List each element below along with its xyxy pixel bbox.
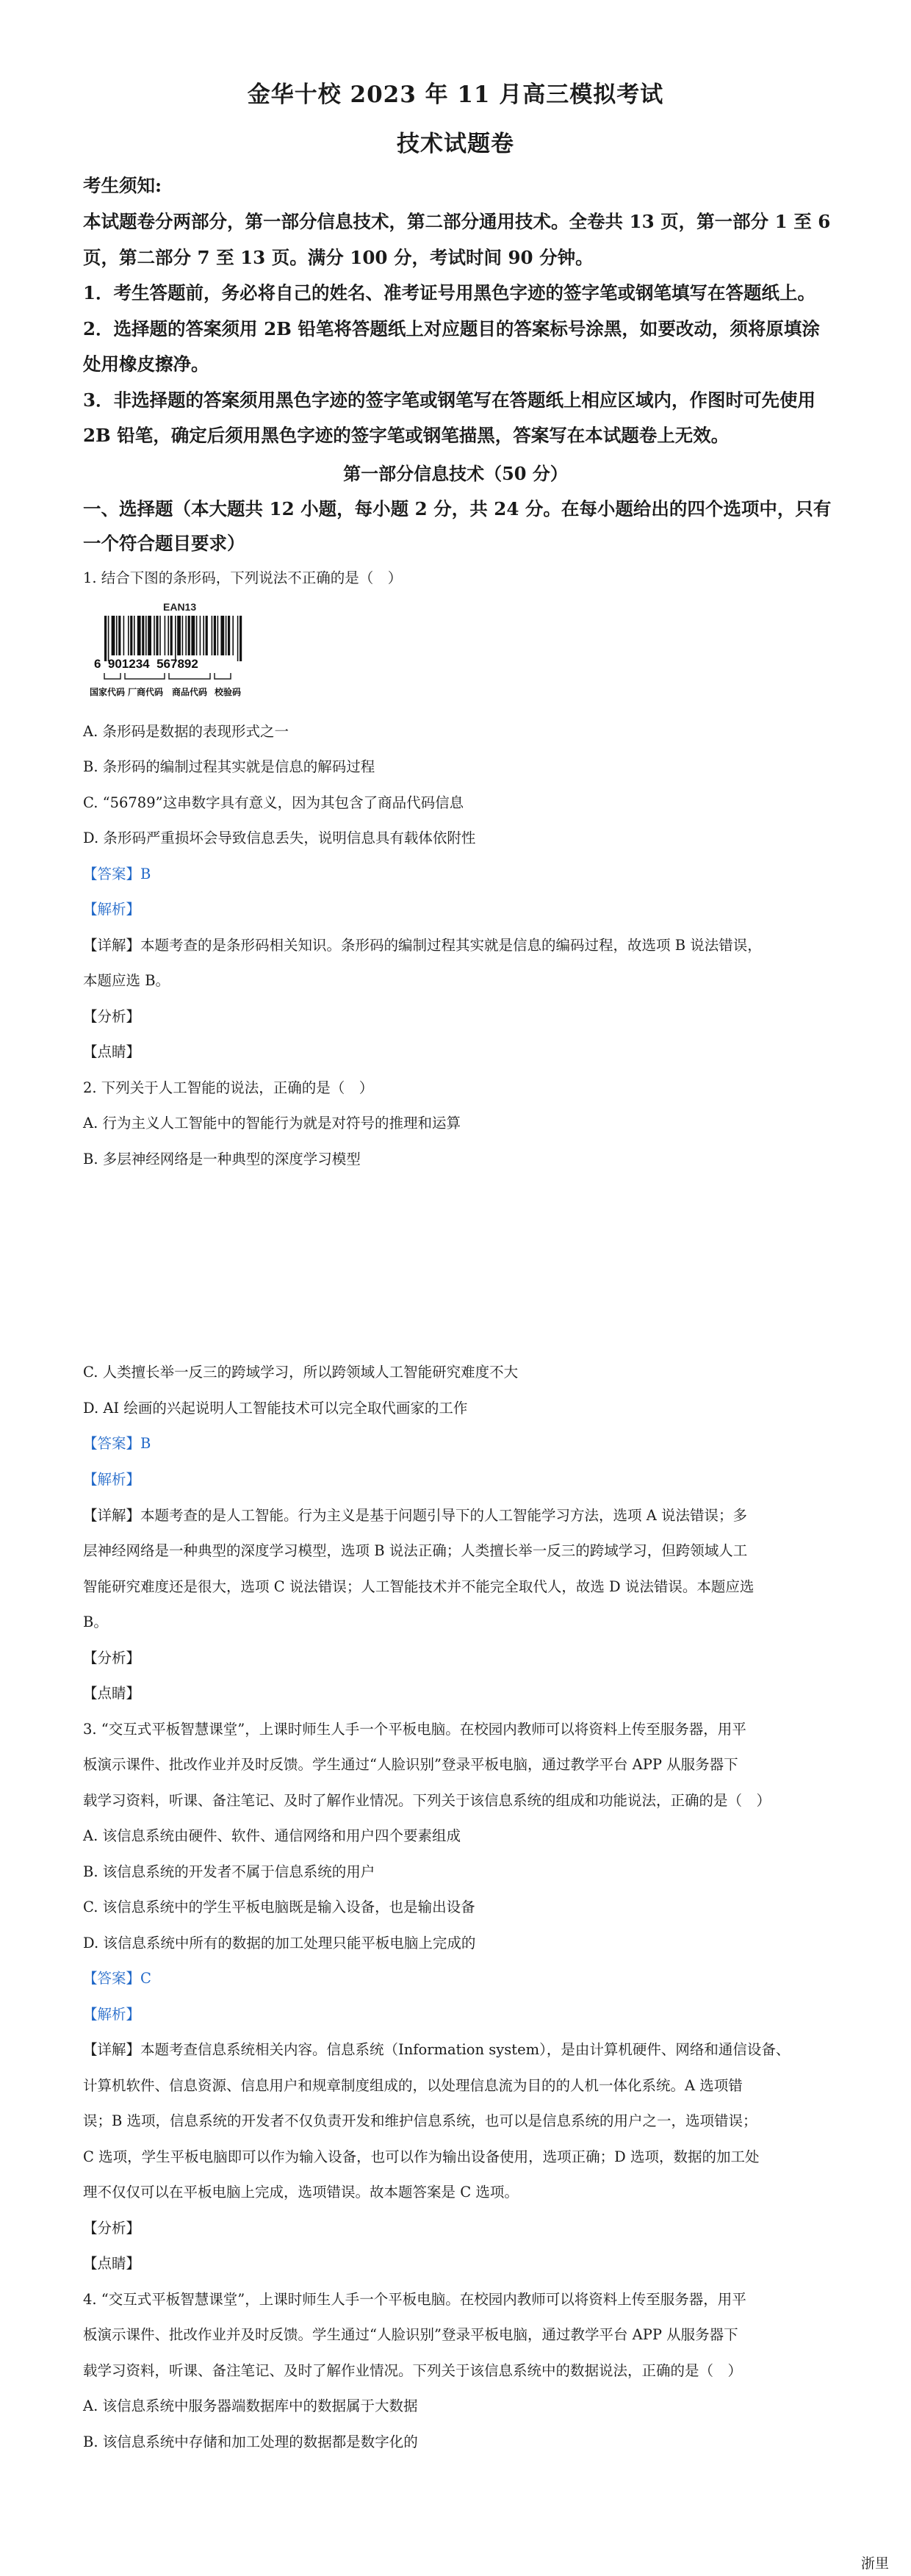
barcode-bar bbox=[226, 616, 227, 655]
barcode-bar bbox=[128, 616, 129, 655]
barcode-bar bbox=[130, 616, 132, 655]
barcode-bar bbox=[137, 616, 141, 655]
q2-option-d: D. AI 绘画的兴起说明人工智能技术可以完全取代画家的工作 bbox=[83, 1400, 468, 1417]
barcode-figure bbox=[90, 600, 266, 707]
q3-option-a: A. 该信息系统由硬件、软件、通信网络和用户四个要素组成 bbox=[83, 1827, 461, 1844]
q1-option-b: B. 条形码的编制过程其实就是信息的解码过程 bbox=[83, 758, 375, 775]
q3-analysis-tag: 【解析】 bbox=[83, 2006, 141, 2023]
barcode-bar bbox=[212, 616, 213, 655]
q4-stem: 板演示课件、批改作业并及时反馈。学生通过“人脸识别”登录平板电脑，通过教学平台 APP 从服务器下 bbox=[83, 2326, 738, 2343]
barcode-brackets bbox=[104, 673, 231, 679]
exam-subtitle: 技术试题卷 bbox=[397, 131, 514, 157]
q3-stem: 3. “交互式平板智慧课堂”，上课时师生人手一个平板电脑。在校园内教师可以将资料上传至服务器，用平 bbox=[83, 1721, 746, 1738]
barcode-bar bbox=[182, 616, 184, 655]
barcode-label-product: 商品代码 bbox=[172, 687, 208, 697]
q4-stem: 载学习资料，听课、备注笔记、及时了解作业情况。下列关于该信息系统中的数据说法，正确的是（ ） bbox=[83, 2362, 743, 2379]
q3-option-b: B. 该信息系统的开发者不属于信息系统的用户 bbox=[83, 1863, 375, 1880]
q1-option-c: C. “56789”这串数字具有意义，因为其包含了商品代码信息 bbox=[83, 794, 464, 811]
barcode-bar bbox=[123, 616, 125, 655]
barcode-bar bbox=[156, 616, 158, 655]
barcode-bar bbox=[191, 616, 195, 655]
barcode-bar bbox=[108, 616, 109, 661]
q2-fenxi: 【分析】 bbox=[83, 1649, 141, 1666]
q1-detail: 本题应选 B。 bbox=[83, 972, 170, 989]
q3-detail: 理不仅仅可以在平板电脑上完成，选项错误。故本题答案是 C 选项。 bbox=[83, 2184, 519, 2201]
page-footer: 浙里 bbox=[860, 2555, 889, 2572]
q3-detail: 【详解】本题考查信息系统相关内容。信息系统（Information system），是由计算机硬件、网络和通信设备、 bbox=[83, 2041, 791, 2058]
q2-detail: 智能研究难度还是很大，选项 C 说法错误；人工智能技术并不能完全取代人，故选 D 说法错误。本题应选 bbox=[83, 1578, 755, 1595]
barcode-bar bbox=[112, 616, 115, 655]
notice-line: 2B 铅笔，确定后须用黑色字迹的签字笔或钢笔描黑，答案写在本试题卷上无效。 bbox=[83, 425, 730, 446]
notice-line: 1．考生答题前，务必将自己的姓名、准考证号用黑色字迹的签字笔或钢笔填写在答题纸上。 bbox=[83, 282, 816, 303]
q3-fenxi: 【分析】 bbox=[83, 2220, 141, 2237]
barcode-bar bbox=[170, 616, 173, 655]
q2-option-c: C. 人类擅长举一反三的跨域学习，所以跨领域人工智能研究难度不大 bbox=[83, 1364, 519, 1381]
notice-heading: 考生须知: bbox=[83, 175, 162, 196]
notice-line: 处用橡皮擦净。 bbox=[83, 353, 209, 375]
barcode-bar bbox=[177, 616, 181, 655]
barcode-bar bbox=[116, 616, 118, 655]
q1-option-a: A. 条形码是数据的表现形式之一 bbox=[83, 723, 289, 740]
barcode-bar bbox=[134, 616, 135, 655]
q1-answer: 【答案】B bbox=[83, 866, 151, 882]
q2-detail: 层神经网络是一种典型的深度学习模型，选项 B 说法正确；人类擅长举一反三的跨域学习，但跨领域人工 bbox=[83, 1542, 748, 1559]
q2-option-b: B. 多层神经网络是一种典型的深度学习模型 bbox=[83, 1151, 361, 1168]
barcode-bar bbox=[118, 616, 120, 655]
q1-fenxi: 【分析】 bbox=[83, 1008, 141, 1025]
barcode-bar bbox=[145, 616, 147, 655]
barcode-bar bbox=[104, 616, 107, 661]
q1-dianjing: 【点睛】 bbox=[83, 1043, 141, 1060]
barcode-image bbox=[90, 600, 266, 707]
barcode-bar bbox=[240, 616, 242, 661]
q4-option-a: A. 该信息系统中服务器端数据库中的数据属于大数据 bbox=[83, 2397, 418, 2414]
barcode-bar bbox=[185, 616, 187, 655]
barcode-bar bbox=[237, 616, 239, 661]
q3-stem: 板演示课件、批改作业并及时反馈。学生通过“人脸识别”登录平板电脑，通过教学平台 APP 从服务器下 bbox=[83, 1756, 738, 1773]
barcode-digits: 6 901234 567892 bbox=[94, 657, 198, 671]
barcode-label-country: 国家代码 bbox=[90, 687, 126, 697]
q2-analysis-tag: 【解析】 bbox=[83, 1471, 141, 1488]
barcode-bar bbox=[165, 616, 166, 655]
barcode-bar bbox=[168, 616, 169, 655]
barcode-bar bbox=[232, 616, 234, 655]
barcode-bar bbox=[220, 616, 224, 655]
q3-detail: 计算机软件、信息资源、信息用户和规章制度组成的，以处理信息流为目的的人机一体化系统。A 选项错 bbox=[83, 2077, 743, 2094]
barcode-top-label: EAN13 bbox=[163, 601, 197, 613]
exam-title: 金华十校 2023 年 11 月高三模拟考试 bbox=[247, 82, 664, 108]
barcode-bar bbox=[142, 616, 144, 655]
notice-line: 3．非选择题的答案须用黑色字迹的签字笔或钢笔写在答题纸上相应区域内，作图时可先使用 bbox=[83, 389, 816, 411]
barcode-bar bbox=[159, 616, 161, 655]
q3-answer: 【答案】C bbox=[83, 1970, 151, 1987]
barcode-bar bbox=[200, 616, 201, 655]
q4-stem: 4. “交互式平板智慧课堂”，上课时师生人手一个平板电脑。在校园内教师可以将资料上传至服务器，用平 bbox=[83, 2291, 746, 2308]
section1-heading: 一个符合题目要求） bbox=[83, 533, 245, 554]
q1-detail: 【详解】本题考查的是条形码相关知识。条形码的编制过程其实就是信息的编码过程，故选项 B 说法错误， bbox=[83, 937, 762, 954]
q3-detail: C 选项，学生平板电脑即可以作为输入设备，也可以作为输出设备使用，选项正确；D 选项，数据的加工处 bbox=[83, 2148, 760, 2165]
barcode-bar bbox=[154, 616, 155, 655]
barcode-bar bbox=[214, 616, 216, 655]
q2-detail: 【详解】本题考查的是人工智能。行为主义是基于问题引导下的人工智能学习方法，选项 A 说法错误；多 bbox=[83, 1507, 747, 1524]
q1-analysis-tag: 【解析】 bbox=[83, 901, 141, 918]
notice-line: 本试题卷分两部分，第一部分信息技术，第二部分通用技术。全卷共 13 页，第一部分 1 至 6 bbox=[83, 211, 831, 232]
barcode-bar bbox=[228, 616, 230, 655]
barcode-bar bbox=[203, 616, 204, 655]
q3-detail: 误；B 选项，信息系统的开发者不仅负责开发和维护信息系统，也可以是信息系统的用户之一，选项错误； bbox=[83, 2112, 757, 2129]
q3-stem: 载学习资料，听课、备注笔记、及时了解作业情况。下列关于该信息系统的组成和功能说法，正确的是（ ） bbox=[83, 1792, 771, 1809]
q2-answer: 【答案】B bbox=[83, 1435, 151, 1452]
q3-dianjing: 【点睛】 bbox=[83, 2255, 141, 2272]
barcode-bar bbox=[188, 616, 190, 655]
q2-stem: 2. 下列关于人工智能的说法，正确的是（ ） bbox=[83, 1079, 374, 1096]
section1-heading: 一、选择题（本大题共 12 小题，每小题 2 分，共 24 分。在每小题给出的四个选项中，只有 bbox=[83, 498, 832, 519]
q3-option-d: D. 该信息系统中所有的数据的加工处理只能平板电脑上完成的 bbox=[83, 1935, 476, 1951]
barcode-bar bbox=[196, 616, 198, 655]
notice-line: 2．选择题的答案须用 2B 铅笔将答题纸上对应题目的答案标号涂黑，如要改动，须将原填涂 bbox=[83, 318, 820, 339]
barcode-label-check: 校验码 bbox=[215, 687, 242, 697]
q2-detail: B。 bbox=[83, 1613, 108, 1630]
notice-line: 页，第二部分 7 至 13 页。满分 100 分，考试时间 90 分钟。 bbox=[83, 247, 594, 268]
barcode-bar bbox=[148, 616, 151, 655]
q1-stem: 1. 结合下图的条形码，下列说法不正确的是（ ） bbox=[83, 569, 403, 586]
barcode-label-maker: 厂商代码 bbox=[128, 687, 164, 697]
barcode-bar bbox=[175, 616, 176, 661]
barcode-bar bbox=[206, 616, 208, 655]
q4-option-b: B. 该信息系统中存储和加工处理的数据都是数字化的 bbox=[83, 2433, 418, 2450]
part1-title: 第一部分信息技术（50 分） bbox=[343, 463, 568, 484]
q1-option-d: D. 条形码严重损坏会导致信息丢失，说明信息具有载体依附性 bbox=[83, 830, 476, 846]
barcode-bar bbox=[217, 616, 219, 655]
q2-option-a: A. 行为主义人工智能中的智能行为就是对符号的推理和运算 bbox=[83, 1115, 461, 1132]
q2-dianjing: 【点睛】 bbox=[83, 1685, 141, 1702]
q3-option-c: C. 该信息系统中的学生平板电脑既是输入设备，也是输出设备 bbox=[83, 1899, 475, 1915]
